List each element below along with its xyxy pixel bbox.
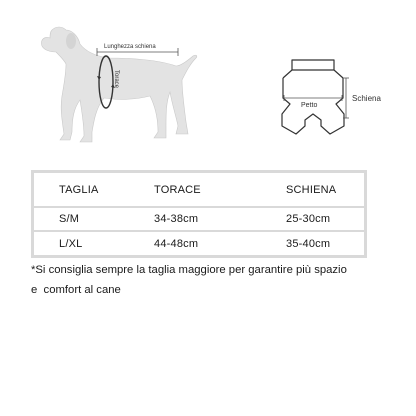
illustration-area [0, 0, 416, 160]
size-table-grid [34, 173, 364, 255]
cell-back: 25-30cm [286, 213, 331, 225]
harness-back-label: Schiena [352, 94, 381, 103]
table-row [34, 231, 364, 255]
header-size: TAGLIA [59, 183, 99, 196]
chest-label: Torace [113, 70, 119, 89]
cell-size: L/XL [59, 237, 83, 250]
harness-chest-label: Petto [301, 102, 318, 109]
harness-outline-icon [282, 60, 344, 134]
header-back: SCHIENA [286, 183, 337, 196]
back-length-label: Lunghezza schiena [104, 44, 156, 50]
size-advice-note [31, 260, 391, 300]
header-chest: TORACE [154, 183, 201, 196]
size-table [31, 170, 367, 258]
harness-back-measure [343, 78, 349, 118]
note-line-1: *Si consiglia sempre la taglia maggiore per garantire più spazio [31, 264, 347, 276]
cell-back: 35-40cm [286, 237, 331, 250]
cell-chest: 44-48cm [154, 237, 199, 250]
dog-ear-icon [66, 33, 76, 49]
note-line-2: e comfort al cane [31, 284, 121, 296]
table-row [34, 207, 364, 231]
cell-size: S/M [59, 213, 80, 225]
table-header-row [34, 173, 364, 207]
cell-chest: 34-38cm [154, 213, 199, 225]
harness-chest-measure [284, 95, 342, 101]
